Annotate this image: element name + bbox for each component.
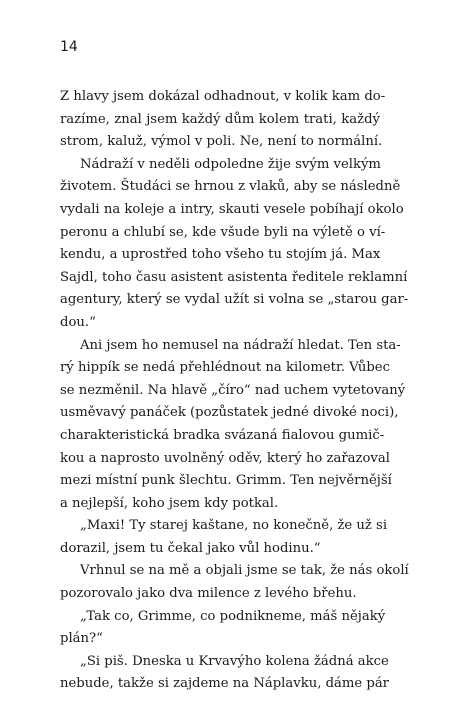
text-line: plán?“ (60, 631, 103, 647)
text-line: „Si piš. Dneska u Krvavýho kolena žádná akce (80, 653, 389, 669)
text-line: vydali na koleje a intry, skauti vesele pobíhají okolo (60, 201, 404, 217)
text-line: dou.“ (60, 314, 96, 330)
text-line: nebude, takže si zajdeme na Náplavku, dáme pár (60, 676, 389, 692)
text-line: a nejlepší, koho jsem kdy potkal. (60, 495, 279, 511)
text-line: charakteristická bradka svázaná fialovou gumič- (60, 427, 385, 443)
text-line: životem. Študáci se hrnou z vlaků, aby se následně (60, 179, 401, 195)
text-line: Vrhnul se na mě a objali jsme se tak, že nás okolí (80, 563, 409, 579)
text-line: Nádraží v neděli odpoledne žije svým velkým (80, 156, 381, 172)
text-line: dorazil, jsem tu čekal jako vůl hodinu.“ (60, 540, 321, 556)
text-line: kendu, a uprostřed toho všeho tu stojím já. Max (60, 247, 381, 263)
text-line: strom, kaluž, výmol v poli. Ne, není to normální. (60, 134, 383, 150)
text-line: pozorovalo jako dva milence z levého břehu. (60, 586, 357, 602)
text-line: se nezměnil. Na hlavě „číro“ nad uchem vytetovaný (60, 382, 406, 398)
text-line: rý hippík se nedá přehlédnout na kilometr. Vůbec (60, 360, 390, 376)
text-line: agentury, který se vydal užít si volna se „starou gar- (60, 292, 409, 308)
page-number: 14 (60, 39, 78, 55)
text-line: Sajdl, toho času asistent asistenta ředitele reklamní (60, 269, 408, 285)
text-line: razíme, znal jsem každý dům kolem trati, každý (60, 111, 380, 127)
text-line: kou a naprosto uvolněný oděv, který ho zařazoval (60, 450, 390, 466)
text-line: peronu a chlubí se, kde všude byli na výletě o ví- (60, 224, 386, 240)
text-line: „Maxi! Ty starej kaštane, no konečně, že už si (80, 518, 388, 534)
text-line: Ani jsem ho nemusel na nádraží hledat. Ten sta- (80, 337, 401, 353)
body-text (60, 86, 409, 696)
text-line: „Tak co, Grimme, co podnikneme, máš nějaký (80, 608, 386, 624)
text-line: usměvavý panáček (pozůstatek jedné divoké noci), (60, 405, 399, 421)
text-line: mezi místní punk šlechtu. Grimm. Ten nejvěrnější (60, 473, 392, 489)
text-line: Z hlavy jsem dokázal odhadnout, v kolik kam do- (60, 89, 386, 104)
